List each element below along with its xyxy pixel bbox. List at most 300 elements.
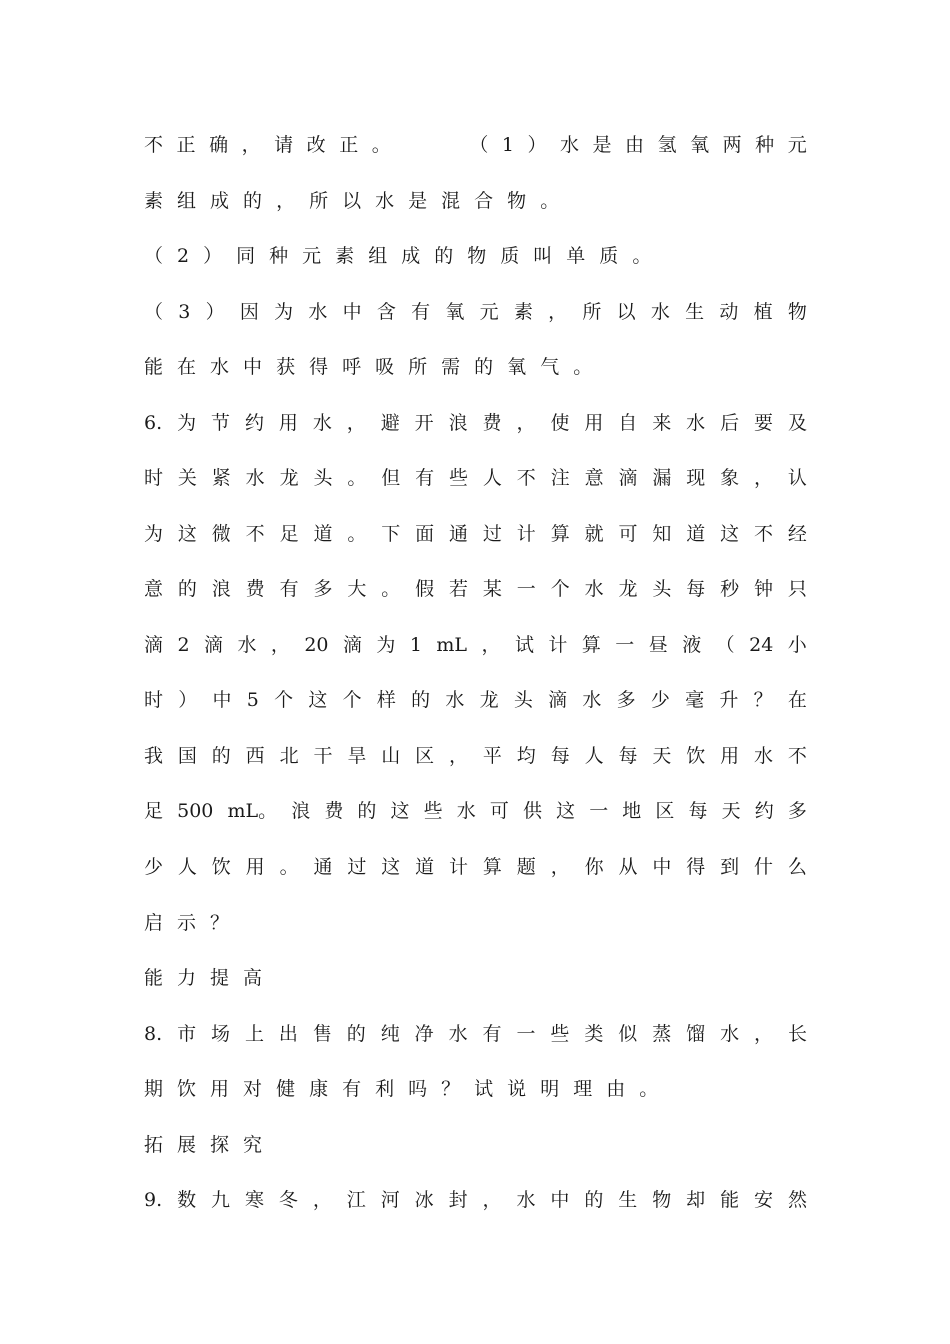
text-token: 不 bbox=[516, 467, 536, 489]
text-token: 升 bbox=[719, 689, 739, 711]
text-token: 用 bbox=[245, 856, 265, 878]
text-token: ， bbox=[312, 1189, 332, 1211]
text-token: 浪 bbox=[291, 800, 311, 822]
text-token: 启 bbox=[144, 912, 164, 934]
text-token: 。 bbox=[279, 856, 299, 878]
text-token: 少 bbox=[144, 856, 164, 878]
text-token: 面 bbox=[415, 523, 435, 545]
text-token: 同 bbox=[236, 245, 256, 267]
text-token: 现 bbox=[686, 467, 706, 489]
text-token: 含 bbox=[376, 301, 396, 323]
text-line bbox=[144, 1022, 807, 1046]
text-token: 中 bbox=[342, 301, 362, 323]
text-token: 费 bbox=[245, 578, 265, 600]
text-token: 节 bbox=[211, 412, 231, 434]
text-token: 有 bbox=[415, 467, 435, 489]
text-token: 过 bbox=[482, 523, 502, 545]
text-token: 1 bbox=[501, 134, 514, 156]
text-token: 氧 bbox=[445, 301, 465, 323]
text-token: 供 bbox=[522, 800, 542, 822]
text-token: ， bbox=[241, 134, 261, 156]
text-token: 意 bbox=[584, 467, 604, 489]
text-token: 试 bbox=[474, 1078, 494, 1100]
text-token: 水 bbox=[584, 578, 604, 600]
text-token: 吸 bbox=[375, 356, 395, 378]
text-token: 道 bbox=[313, 523, 333, 545]
text-token: 的 bbox=[177, 578, 197, 600]
text-token: 天 bbox=[721, 800, 741, 822]
text-token: 究 bbox=[243, 1134, 263, 1156]
text-token: 吗 bbox=[408, 1078, 428, 1100]
text-token: 水 bbox=[237, 634, 257, 656]
text-token: 水 bbox=[308, 301, 328, 323]
text-token: 多 bbox=[787, 800, 807, 822]
text-token: 理 bbox=[573, 1078, 593, 1100]
text-token: 约 bbox=[244, 412, 264, 434]
text-token: 安 bbox=[754, 1189, 774, 1211]
text-token: 龙 bbox=[479, 689, 499, 711]
text-token: 道 bbox=[415, 856, 435, 878]
text-token: 为 bbox=[144, 523, 164, 545]
text-token: 健 bbox=[276, 1078, 296, 1100]
text-token: 因 bbox=[239, 301, 259, 323]
text-token: 氢 bbox=[657, 134, 677, 156]
text-token: 就 bbox=[584, 523, 604, 545]
text-token: 是 bbox=[408, 190, 428, 212]
text-token: 我 bbox=[144, 745, 164, 767]
text-token: 拓 bbox=[144, 1134, 164, 1156]
text-token: 高 bbox=[243, 967, 263, 989]
text-token: 浪 bbox=[448, 412, 468, 434]
text-token: ， bbox=[482, 1189, 502, 1211]
text-token: ， bbox=[754, 1023, 774, 1045]
text-token: 。 bbox=[632, 245, 652, 267]
text-token: 若 bbox=[449, 578, 469, 600]
text-token: 成 bbox=[401, 245, 421, 267]
text-token: 纯 bbox=[380, 1023, 400, 1045]
text-token: 。 bbox=[381, 578, 401, 600]
text-token: 要 bbox=[754, 412, 774, 434]
text-token: 为 bbox=[177, 412, 197, 434]
text-token: 可 bbox=[489, 800, 509, 822]
text-token: 避 bbox=[380, 412, 400, 434]
text-token: 在 bbox=[787, 689, 807, 711]
text-token: 后 bbox=[720, 412, 740, 434]
text-token: 元 bbox=[787, 134, 807, 156]
text-token: 费 bbox=[482, 412, 502, 434]
text-token: 注 bbox=[550, 467, 570, 489]
text-token: 每 bbox=[686, 578, 706, 600]
text-token: 物 bbox=[507, 190, 527, 212]
text-token: 微 bbox=[211, 523, 231, 545]
text-line bbox=[144, 244, 665, 268]
text-token: 及 bbox=[787, 412, 807, 434]
text-token: 中 bbox=[243, 356, 263, 378]
text-token: 成 bbox=[210, 190, 230, 212]
text-token: 组 bbox=[177, 190, 197, 212]
text-token: 水 bbox=[650, 301, 670, 323]
text-line bbox=[144, 522, 807, 546]
text-line bbox=[144, 1077, 672, 1101]
text-token: 来 bbox=[652, 412, 672, 434]
text-token: 由 bbox=[606, 1078, 626, 1100]
text-token: 两 bbox=[722, 134, 742, 156]
text-token: 说 bbox=[507, 1078, 527, 1100]
text-token: 滴 bbox=[548, 689, 568, 711]
text-token: 。 bbox=[347, 523, 367, 545]
text-token: 需 bbox=[441, 356, 461, 378]
text-token: 饮 bbox=[686, 745, 706, 767]
text-token: 一 bbox=[615, 634, 635, 656]
text-token: ？ bbox=[441, 1078, 461, 1100]
text-token: 使 bbox=[550, 412, 570, 434]
text-token: 有 bbox=[411, 301, 431, 323]
text-token: 龙 bbox=[279, 467, 299, 489]
text-token: 正 bbox=[339, 134, 359, 156]
text-line bbox=[144, 633, 807, 657]
text-token: 得 bbox=[309, 356, 329, 378]
text-token: 6. bbox=[144, 412, 163, 434]
text-line bbox=[144, 133, 807, 157]
text-token: 算 bbox=[482, 856, 502, 878]
text-token: 足 bbox=[279, 523, 299, 545]
text-token: 提 bbox=[210, 967, 230, 989]
text-token: 改 bbox=[306, 134, 326, 156]
text-token: ， bbox=[516, 412, 536, 434]
text-token: 的 bbox=[584, 1189, 604, 1211]
text-token: ） bbox=[527, 134, 547, 156]
text-token: 能 bbox=[720, 1189, 740, 1211]
text-token: 个 bbox=[342, 689, 362, 711]
text-token: 5 bbox=[246, 689, 259, 711]
text-token: 是 bbox=[592, 134, 612, 156]
text-token: 意 bbox=[144, 578, 164, 600]
text-token: 漏 bbox=[652, 467, 672, 489]
text-token: 么 bbox=[787, 856, 807, 878]
text-token: 些 bbox=[423, 800, 443, 822]
text-line bbox=[144, 744, 807, 768]
text-token: 组 bbox=[368, 245, 388, 267]
section-heading bbox=[144, 1133, 276, 1157]
text-token: 数 bbox=[177, 1189, 197, 1211]
text-token: 秒 bbox=[720, 578, 740, 600]
text-token: 饮 bbox=[177, 1078, 197, 1100]
text-token: 区 bbox=[415, 745, 435, 767]
text-token: 滴 bbox=[144, 634, 164, 656]
text-token: 。 bbox=[347, 467, 367, 489]
text-token bbox=[437, 133, 456, 157]
text-token: 示 bbox=[177, 912, 197, 934]
text-token: 水 bbox=[559, 134, 579, 156]
text-token: 水 bbox=[448, 1023, 468, 1045]
text-token: 的 bbox=[211, 745, 231, 767]
text-token: 足 bbox=[144, 800, 164, 822]
text-token: （ bbox=[715, 634, 735, 656]
text-token: （ bbox=[144, 245, 164, 267]
text-token: 时 bbox=[144, 467, 164, 489]
text-token: 西 bbox=[245, 745, 265, 767]
text-token: 题 bbox=[516, 856, 536, 878]
text-token: 请 bbox=[274, 134, 294, 156]
text-token: 天 bbox=[652, 745, 672, 767]
text-token: 叫 bbox=[533, 245, 553, 267]
text-token: 。 bbox=[573, 356, 593, 378]
text-token: 在 bbox=[177, 356, 197, 378]
text-token: 这 bbox=[308, 689, 328, 711]
text-token: 的 bbox=[434, 245, 454, 267]
text-token: 呼 bbox=[342, 356, 362, 378]
text-token: mL bbox=[436, 634, 468, 656]
text-token: 冰 bbox=[414, 1189, 434, 1211]
text-token: 山 bbox=[381, 745, 401, 767]
text-token: 通 bbox=[449, 523, 469, 545]
text-token: 出 bbox=[278, 1023, 298, 1045]
text-token: 什 bbox=[754, 856, 774, 878]
text-token: 水 bbox=[582, 689, 602, 711]
section-heading bbox=[144, 966, 276, 990]
text-token: ） bbox=[178, 689, 198, 711]
text-token: 少 bbox=[650, 689, 670, 711]
text-token: 9. bbox=[144, 1189, 163, 1211]
text-token: 紧 bbox=[211, 467, 231, 489]
text-token: 个 bbox=[550, 578, 570, 600]
text-token: ， bbox=[754, 467, 774, 489]
text-token: 浪 bbox=[211, 578, 231, 600]
text-token: 元 bbox=[479, 301, 499, 323]
text-token: 约 bbox=[754, 800, 774, 822]
text-token: 气 bbox=[540, 356, 560, 378]
text-token: 多 bbox=[313, 578, 333, 600]
text-token: 有 bbox=[279, 578, 299, 600]
text-token: 生 bbox=[618, 1189, 638, 1211]
text-token: 。 bbox=[639, 1078, 659, 1100]
text-token: 混 bbox=[441, 190, 461, 212]
text-token: 场 bbox=[211, 1023, 231, 1045]
text-token: 经 bbox=[787, 523, 807, 545]
text-token: 江 bbox=[346, 1189, 366, 1211]
text-line bbox=[144, 1188, 807, 1212]
text-token: 素 bbox=[335, 245, 355, 267]
text-token: 生 bbox=[685, 301, 705, 323]
text-token: 大 bbox=[347, 578, 367, 600]
text-token: 滴 bbox=[342, 634, 362, 656]
text-token: 均 bbox=[516, 745, 536, 767]
text-token: 售 bbox=[312, 1023, 332, 1045]
text-token: ， bbox=[548, 301, 568, 323]
text-token: 头 bbox=[313, 467, 333, 489]
text-token: 这 bbox=[390, 800, 410, 822]
text-token: 氧 bbox=[690, 134, 710, 156]
text-token: 从 bbox=[618, 856, 638, 878]
text-token: 康 bbox=[309, 1078, 329, 1100]
text-token: ， bbox=[449, 745, 469, 767]
text-token: 用 bbox=[278, 412, 298, 434]
text-token: 但 bbox=[381, 467, 401, 489]
text-token: 用 bbox=[720, 745, 740, 767]
text-token: 些 bbox=[449, 467, 469, 489]
text-token: 由 bbox=[625, 134, 645, 156]
text-token: 算 bbox=[581, 634, 601, 656]
text-token: ， bbox=[346, 412, 366, 434]
text-token: 类 bbox=[584, 1023, 604, 1045]
text-token: 物 bbox=[467, 245, 487, 267]
text-token: 为 bbox=[274, 301, 294, 323]
text-token: 不 bbox=[245, 523, 265, 545]
text-token: 地 bbox=[622, 800, 642, 822]
text-token: 一 bbox=[516, 578, 536, 600]
text-token: 上 bbox=[244, 1023, 264, 1045]
text-token: 8. bbox=[144, 1023, 163, 1045]
text-token: 单 bbox=[566, 245, 586, 267]
text-line bbox=[144, 911, 243, 935]
text-token: 这 bbox=[177, 523, 197, 545]
text-token: mL。 bbox=[227, 800, 278, 822]
text-token: 质 bbox=[500, 245, 520, 267]
text-token: 水 bbox=[456, 800, 476, 822]
text-token: 国 bbox=[177, 745, 197, 767]
text-token: 计 bbox=[449, 856, 469, 878]
text-token: 可 bbox=[618, 523, 638, 545]
text-token: 水 bbox=[312, 412, 332, 434]
text-token: 液 bbox=[682, 634, 702, 656]
text-token: 有 bbox=[482, 1023, 502, 1045]
text-token: 到 bbox=[720, 856, 740, 878]
text-token: 植 bbox=[753, 301, 773, 323]
text-token: ， bbox=[481, 634, 501, 656]
text-token: ， bbox=[550, 856, 570, 878]
text-token: 你 bbox=[584, 856, 604, 878]
text-token: 九 bbox=[211, 1189, 231, 1211]
text-token: 些 bbox=[550, 1023, 570, 1045]
text-token: 认 bbox=[787, 467, 807, 489]
text-token: 计 bbox=[516, 523, 536, 545]
text-token: ） bbox=[203, 245, 223, 267]
text-token: 市 bbox=[177, 1023, 197, 1045]
text-token: 一 bbox=[589, 800, 609, 822]
text-token: 确 bbox=[209, 134, 229, 156]
text-token: 关 bbox=[177, 467, 197, 489]
text-token: 区 bbox=[655, 800, 675, 822]
text-token: 水 bbox=[375, 190, 395, 212]
text-token: 的 bbox=[411, 689, 431, 711]
text-token: ， bbox=[270, 634, 290, 656]
text-token: 昼 bbox=[648, 634, 668, 656]
text-token: 却 bbox=[686, 1189, 706, 1211]
text-line bbox=[144, 189, 573, 213]
text-token: 滴 bbox=[203, 634, 223, 656]
text-token: 500 bbox=[177, 800, 214, 822]
text-token: 水 bbox=[245, 467, 265, 489]
text-token: 饮 bbox=[211, 856, 231, 878]
text-token: 小 bbox=[787, 634, 807, 656]
text-token: 某 bbox=[482, 578, 502, 600]
text-token: 不 bbox=[144, 134, 164, 156]
text-token: 过 bbox=[347, 856, 367, 878]
text-token: 正 bbox=[176, 134, 196, 156]
text-token: 1 bbox=[409, 634, 422, 656]
text-token: 素 bbox=[513, 301, 533, 323]
text-token: 龙 bbox=[618, 578, 638, 600]
text-line bbox=[144, 855, 807, 879]
text-token: 每 bbox=[618, 745, 638, 767]
text-token: 氧 bbox=[507, 356, 527, 378]
text-token: （ bbox=[469, 134, 489, 156]
text-token: 中 bbox=[550, 1189, 570, 1211]
text-token: 这 bbox=[556, 800, 576, 822]
text-token: 人 bbox=[177, 856, 197, 878]
text-token: 获 bbox=[276, 356, 296, 378]
text-token: 水 bbox=[754, 745, 774, 767]
text-token: 只 bbox=[787, 578, 807, 600]
text-token: 素 bbox=[144, 190, 164, 212]
text-token: 20 bbox=[304, 634, 329, 656]
text-token: 假 bbox=[415, 578, 435, 600]
text-token: 费 bbox=[324, 800, 344, 822]
text-token: 人 bbox=[584, 745, 604, 767]
text-token: ） bbox=[205, 301, 225, 323]
text-token: 这 bbox=[381, 856, 401, 878]
text-token: 干 bbox=[313, 745, 333, 767]
text-line bbox=[144, 355, 606, 379]
text-line bbox=[144, 688, 807, 712]
text-token: 的 bbox=[243, 190, 263, 212]
text-token: 2 bbox=[177, 245, 190, 267]
text-token: 不 bbox=[787, 745, 807, 767]
text-token: 力 bbox=[177, 967, 197, 989]
text-token: 展 bbox=[177, 1134, 197, 1156]
text-token: 水 bbox=[686, 412, 706, 434]
text-token: 开 bbox=[414, 412, 434, 434]
text-token: 冬 bbox=[278, 1189, 298, 1211]
text-token: 有 bbox=[342, 1078, 362, 1100]
text-token: 所 bbox=[309, 190, 329, 212]
text-token: 物 bbox=[652, 1189, 672, 1211]
text-token: 时 bbox=[144, 689, 164, 711]
text-token bbox=[404, 133, 423, 157]
text-token: 不 bbox=[754, 523, 774, 545]
text-token: 这 bbox=[720, 523, 740, 545]
text-token: 明 bbox=[540, 1078, 560, 1100]
text-token: 得 bbox=[686, 856, 706, 878]
text-token: 2 bbox=[177, 634, 190, 656]
text-token: 每 bbox=[688, 800, 708, 822]
text-token: 计 bbox=[548, 634, 568, 656]
text-token: 一 bbox=[516, 1023, 536, 1045]
text-token: 所 bbox=[408, 356, 428, 378]
text-token: 人 bbox=[482, 467, 502, 489]
text-token: 长 bbox=[787, 1023, 807, 1045]
text-token: 能 bbox=[144, 967, 164, 989]
text-token: 旱 bbox=[347, 745, 367, 767]
text-token: 动 bbox=[719, 301, 739, 323]
text-token: 物 bbox=[787, 301, 807, 323]
text-token: 种 bbox=[755, 134, 775, 156]
text-token: 似 bbox=[618, 1023, 638, 1045]
text-token: ？ bbox=[753, 689, 773, 711]
text-token: 水 bbox=[445, 689, 465, 711]
text-token: 蒸 bbox=[652, 1023, 672, 1045]
text-line bbox=[144, 799, 807, 823]
text-line bbox=[144, 466, 807, 490]
text-token: 样 bbox=[376, 689, 396, 711]
text-token: 的 bbox=[474, 356, 494, 378]
text-token: 北 bbox=[279, 745, 299, 767]
text-token: 3 bbox=[178, 301, 191, 323]
text-token: 。 bbox=[371, 134, 391, 156]
text-token: 利 bbox=[375, 1078, 395, 1100]
text-token: 道 bbox=[686, 523, 706, 545]
text-line bbox=[144, 577, 807, 601]
